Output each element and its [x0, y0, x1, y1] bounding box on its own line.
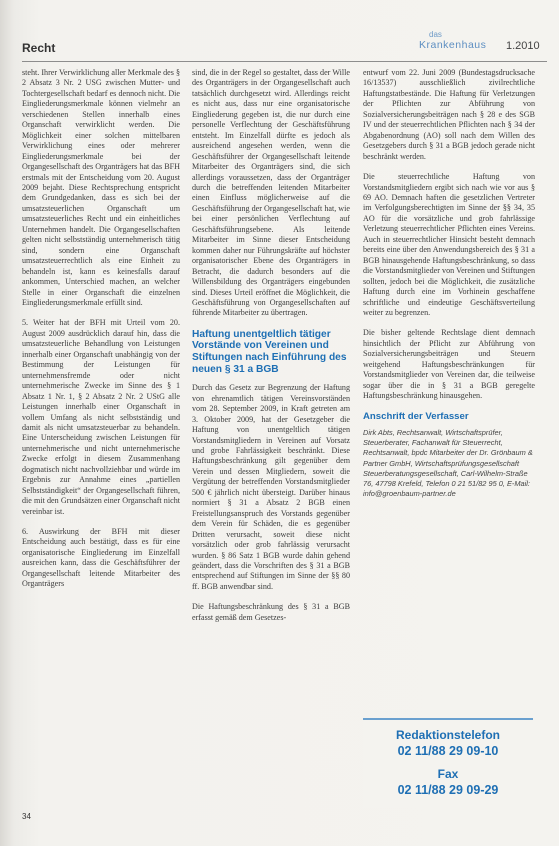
- authors-heading: Anschrift der Verfasser: [363, 410, 469, 422]
- fax-label: Fax: [437, 767, 459, 781]
- paragraph: Durch das Gesetz zur Begrenzung der Haftung von ehrenamtlich tätigen Vereinsvorständen vom 28. September 2009, in Kraft getreten am 3. Oktober 2009, hat der Gesetzgeber die Haftung von unentgeltlich tätigen Vorstandsmitgliedern in Vereinen auf Vorsatz und grobe Fahrlässigkeit beschränkt. Diese Haftungsbeschränkung gilt gegenüber dem Verein und dessen Mitgliedern, soweit die Vergütung der betreffenden Vorstandsmitglieder 500 € jährlich nicht übersteigt. Darüber hinaus normiert § 31 a Absatz 2 BGB einen Freistellungsanspruch des Vorstands gegenüber dem Verein für Schäden, die es gegenüber Dritten verursacht, soweit diese nicht vorsätzlich oder grob fahrlässig verursacht wurden. § 86 Satz 1 BGB wurde dahin gehend geändert, dass die Vorschriften des § 31 a BGB entsprechend auf Stiftungen im Sinne der §§ 80 ff. BGB anwendbar sind.: [192, 383, 350, 591]
- magazine-logo-prefix: das: [429, 30, 442, 39]
- page-header: [22, 30, 547, 60]
- paragraph: Die bisher geltende Rechtslage dient demnach hinsichtlich der Pflicht zur Abführung von Sozialversicherungsbeiträgen und Steuern weitgehend Haftungsbeschränkungen für Vorstandsmitglieder von Vereinen dar, die teilweise sogar über die in § 31 a BGB geregelte Haftungsbeschränkung hinausgehen.: [363, 328, 535, 401]
- rubric-label: Recht: [22, 41, 56, 55]
- magazine-logo: [419, 30, 519, 58]
- text-column-1: [22, 68, 180, 600]
- paragraph: Die Haftungsbeschränkung des § 31 a BGB erfasst gemäß dem Gesetzes-: [192, 602, 350, 622]
- paragraph: steht. Ihrer Verwirklichung aller Merkmale des § 2 Absatz 3 Nr. 2 USG zwischen Mutter- und Tochtergesellschaft bedarf es dennoch nicht. Die Eingliederungsmerkmale können vielmehr an verschiedenen Stellen innerhalb eines Organschaft verwirklicht werden. Die Möglichkeit einer solchen mittelbaren Verwirklichung eines oder mehrerer Eingliederungsmerkmale bei der Organgesellschaft des Organträgers hat das BFH erstmals mit der Entscheidung vom 20. August 2009 bejaht. Diese Rechtsprechung entspricht dem Grundgedanken, dass es sich bei der umsatzsteuerlichen Organschaft um umsatzsteuerliches Recht und ein einheitliches Unternehmen handelt. Die Organgesellschaften gelten nicht selbstständig unternehmerisch tätig sind, sondern eine Organschaft umsatzsteuerrechtlich als eine Einheit zu behandeln ist, kann es keinesfalls darauf ankommen, Unterschied machen, an welcher Stelle in einer Organschaft die einzelnen Eingliederungsmerkmale erfüllt sind.: [22, 68, 180, 307]
- section-heading: Haftung unentgeltlich tätiger Vorstände von Vereinen und Stiftungen nach Einführung des neuen § 31 a BGB: [192, 328, 347, 375]
- paragraph: 5. Weiter hat der BFH mit Urteil vom 20. August 2009 ausdrücklich darauf hin, dass die umsatzsteuerliche Behandlung von Leistungen innerhalb einer Organschaft unabhängig von der Bestimmung der Leistungen für unternehmensfremde oder nicht unternehmerische Zwecke im Sinne des § 1 Absatz 1 Nr. 1, § 2 Absatz 2 Nr. 2 UStG alle Leistungen innerhalb einer Organschaft in vollem Umfang als nicht selbstständig und damit als nicht umsatzsteuerbar zu behandeln. Eine Unterscheidung zwischen Leistungen für unternehmerische und nicht unternehmerische Zwecke erfolgt in diesem Zusammenhang dogmatisch nicht nachvollziehbar und würde im Ergebnis zur Annahme eines „partiellen Selbstständigkeit“ der Organgesellschaft führen, die mit den Grundsätzen einer Organschaft nicht vereinbar ist.: [22, 318, 180, 516]
- contact-box: [363, 718, 533, 808]
- magazine-logo-name: Krankenhaus: [419, 39, 487, 51]
- header-divider: [22, 61, 547, 62]
- paragraph: entwurf vom 22. Juni 2009 (Bundestagsdrucksache 16/13537) ausschließlich zivilrechtliche Haftungstatbestände. Die Haftung für Verletzungen der Pflichten zur Abführung von Sozialversicherungsbeiträgen nach § 28 e des SGB IV und der steuerrechtlichen Pflichten nach § 34 der Abgabenordnung (AO) soll nach dem Willen des Gesetzgebers durch § 31 a BGB jedoch gerade nicht beschränkt werden.: [363, 68, 535, 161]
- issue-number: 1.2010: [506, 40, 540, 52]
- paragraph: Die steuerrechtliche Haftung von Vorstandsmitgliedern ergibt sich nach wie vor aus § 69 AO. Demnach haften die gesetzlichen Vertreter im Verfolgungsberechtigten im Sinne der §§ 34, 35 AO für die vorsätzliche und grob fahrlässige Verletzung steuerrechtlicher Pflichten eines Vereins. Auch in steuerrechtlicher Hinsicht besteht demnach bereits eine über den Anwendungsbereich des § 31 a BGB hinausgehende Haftungsbeschränkung, so dass die Vorstandsmitglieder von Vereinen und Stiftungen sollten, jedoch bei die Möglichkeit, die zusätzliche Haftung durch eine im Vorhinein geschaffene schriftliche und eindeutige Geschäftsverteilung weiter zu begrenzen.: [363, 172, 535, 317]
- text-column-3: [363, 68, 535, 499]
- editorial-phone-number: 02 11/88 29 09-10: [397, 744, 499, 758]
- page-number: 34: [22, 812, 31, 821]
- paragraph: 6. Auswirkung der BFH mit dieser Entscheidung auch bestätigt, dass es für eine organisatorische Eingliederung im Einzelfall ausreichen kann, dass die Geschäftsführer der Organgesellschaft leitende Mitarbeiter des Organträgers: [22, 527, 180, 589]
- text-column-2: [192, 68, 350, 633]
- paragraph: sind, die in der Regel so gestaltet, dass der Wille des Organträgers in der Organgesellschaft auch tatsächlich durchgesetzt wird. Allerdings reicht es nicht aus, dass nur eine organisatorische Eingliederung gegeben ist, die nur durch eine personelle Verflechtung der Geschäftsführung entsteht. Im Einzelfall dürfte es jedoch als ausreichend angesehen werden, wenn die Geschäftsführer der Organgesellschaft leitende Mitarbeiter des Organträgers sind, die sich allerdings voraussetzen, dass der Organträger durch die betreffenden leitenden Mitarbeiter einen Einfluss möglicherweise auf die Geschäftsführung der Organgesellschaft hat, wie bei einer persönlichen Verflechtung auf Geschäftsführungsebene. Als leitende Mitarbeiter im Sinne dieser Entscheidung kommen daher nur Führungskräfte auf höchster organisatorischer Ebene des Organträgers in Betracht, die dadurch besonders auf die Willensbildung des Organträgers eingebunden sind. Dieses Urteil eröffnet die Möglichkeit, die Geschäftsführung von Organgesellschaften auf führende Mitarbeiter zu übertragen.: [192, 68, 350, 318]
- authors-address: Dirk Abts, Rechtsanwalt, Wirtschaftsprüfer, Steuerberater, Fachanwalt für Steuerrecht, Rechtsanwalt, bpdc Mitarbeiter der Dr. Grönbaum & Partner GmbH, Wirtschaftsprüfungsgesellschaft Steuerberatungsgesellschaft, Carl-Wilhelm-Straße 76, 47798 Krefeld, Telefon 0 21 51/82 95 0, E-Mail: info@groenbaum-partner.de: [363, 428, 533, 499]
- fax-number: 02 11/88 29 09-29: [397, 783, 499, 797]
- editorial-phone-label: Redaktionstelefon: [395, 728, 500, 742]
